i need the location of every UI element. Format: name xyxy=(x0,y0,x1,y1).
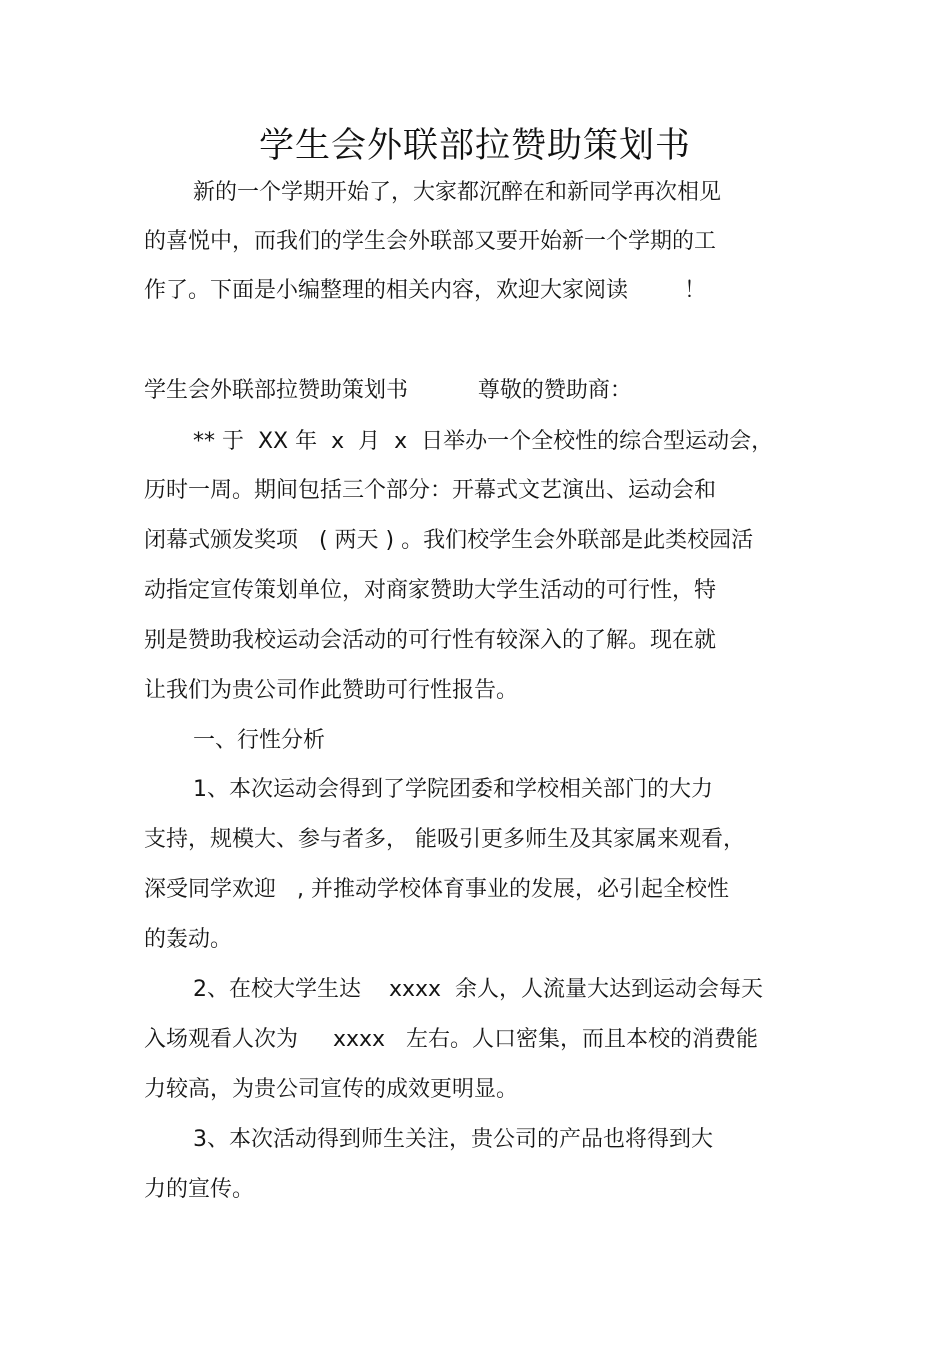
section-heading: 一、行性分析 xyxy=(193,728,326,753)
subtitle-greeting-line: 学生会外联部拉赞助策划书 尊敬的赞助商： xyxy=(144,378,632,403)
body-line-5: 别是赞助我校运动会活动的可行性有较深入的了解。现在就 xyxy=(144,628,717,653)
intro-line-1: 新的一个学期开始了，大家都沉醉在和新同学再次相见 xyxy=(193,180,722,205)
intro-line-3: 作了。下面是小编整理的相关内容，欢迎大家阅读 ！ xyxy=(144,278,706,303)
item-1-line-1: 1、本次运动会得到了学院团委和学校相关部门的大力 xyxy=(193,777,713,802)
item-2-line-1: 2、在校大学生达 xxxx 余人，人流量大达到运动会每天 xyxy=(193,977,764,1002)
body-line-2: 历时一周。期间包括三个部分：开幕式文艺演出、运动会和 xyxy=(144,478,717,503)
item-3-line-1: 3、本次活动得到师生关注，贵公司的产品也将得到大 xyxy=(193,1127,713,1152)
item-1-line-4: 的轰动。 xyxy=(144,927,233,952)
body-line-3: 闭幕式颁发奖项 ( 两天 ) 。我们校学生会外联部是此类校园活 xyxy=(144,528,754,553)
intro-line-2: 的喜悦中，而我们的学生会外联部又要开始新一个学期的工 xyxy=(144,229,717,254)
item-3-line-2: 力的宣传。 xyxy=(144,1177,255,1202)
body-line-1: ** 于 XX 年 x 月 x 日举办一个全校性的综合型运动会， xyxy=(193,429,774,454)
document-title: 学生会外联部拉赞助策划书 xyxy=(258,126,691,166)
body-line-4: 动指定宣传策划单位，对商家赞助大学生活动的可行性，特 xyxy=(144,578,717,603)
item-2-line-3: 力较高，为贵公司宣传的成效更明显。 xyxy=(144,1077,519,1102)
item-2-line-2: 入场观看人次为 xxxx 左右。人口密集，而且本校的消费能 xyxy=(144,1027,759,1052)
item-1-line-3: 深受同学欢迎 , 并推动学校体育事业的发展，必引起全校性 xyxy=(144,877,729,902)
body-line-6: 让我们为贵公司作此赞助可行性报告。 xyxy=(144,678,519,703)
item-1-line-2: 支持，规模大、参与者多， 能吸引更多师生及其家属来观看， xyxy=(144,827,745,852)
